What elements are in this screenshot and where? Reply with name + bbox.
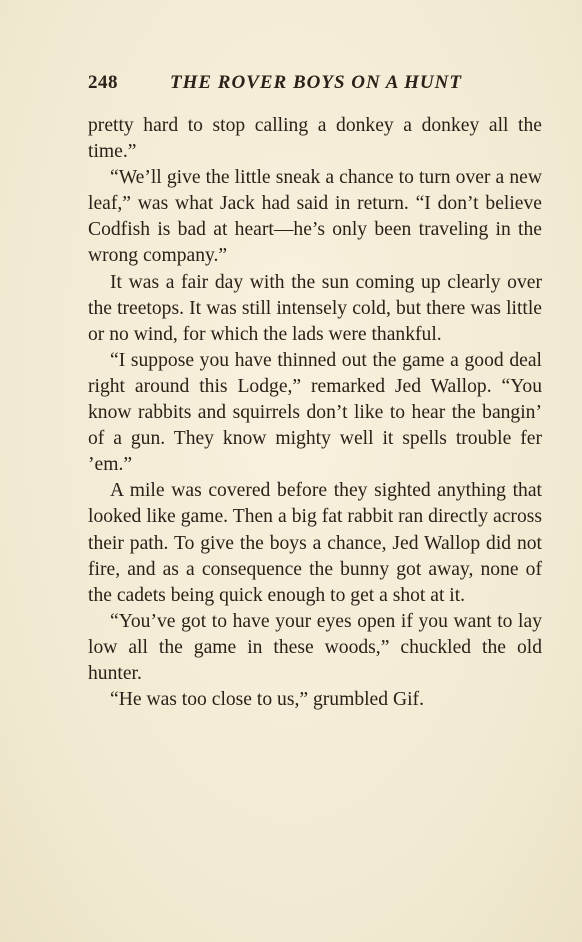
paragraph: A mile was covered before they sighted anything that looked like game. Then a big fat rabbit ran directly across their path. To give the boys a chance, Jed Wallop did not fire, and as a consequence the bunny got away, none of the cadets being quick enough to get a shot at it. bbox=[88, 480, 542, 606]
body-text bbox=[88, 113, 542, 713]
page-number: 248 bbox=[88, 72, 118, 93]
paragraph: “He was too close to us,” grumbled Gif. bbox=[110, 689, 424, 711]
running-title: THE ROVER BOYS ON A HUNT bbox=[170, 72, 462, 93]
paragraph: “You’ve got to have your eyes open if you want to lay low all the game in these woods,” chuckled the old hunter. bbox=[88, 610, 542, 684]
paragraph: pretty hard to stop calling a donkey a donkey all the time.” bbox=[88, 115, 542, 163]
paragraph: “We’ll give the little sneak a chance to turn over a new leaf,” was what Jack had said in return. “I don’t believe Codfish is bad at heart—he’s only been traveling in the wrong company.” bbox=[88, 167, 542, 267]
paragraph: It was a fair day with the sun coming up clearly over the treetops. It was still intensely cold, but there was little or no wind, for which the lads were thankful. bbox=[88, 271, 542, 345]
page-header bbox=[88, 72, 548, 96]
paragraph: “I suppose you have thinned out the game a good deal right around this Lodge,” remarked Jed Wallop. “You know rabbits and squirrels don’t like to hear the bangin’ of a gun. They know mighty well it spells trouble fer ’em.” bbox=[88, 349, 542, 476]
